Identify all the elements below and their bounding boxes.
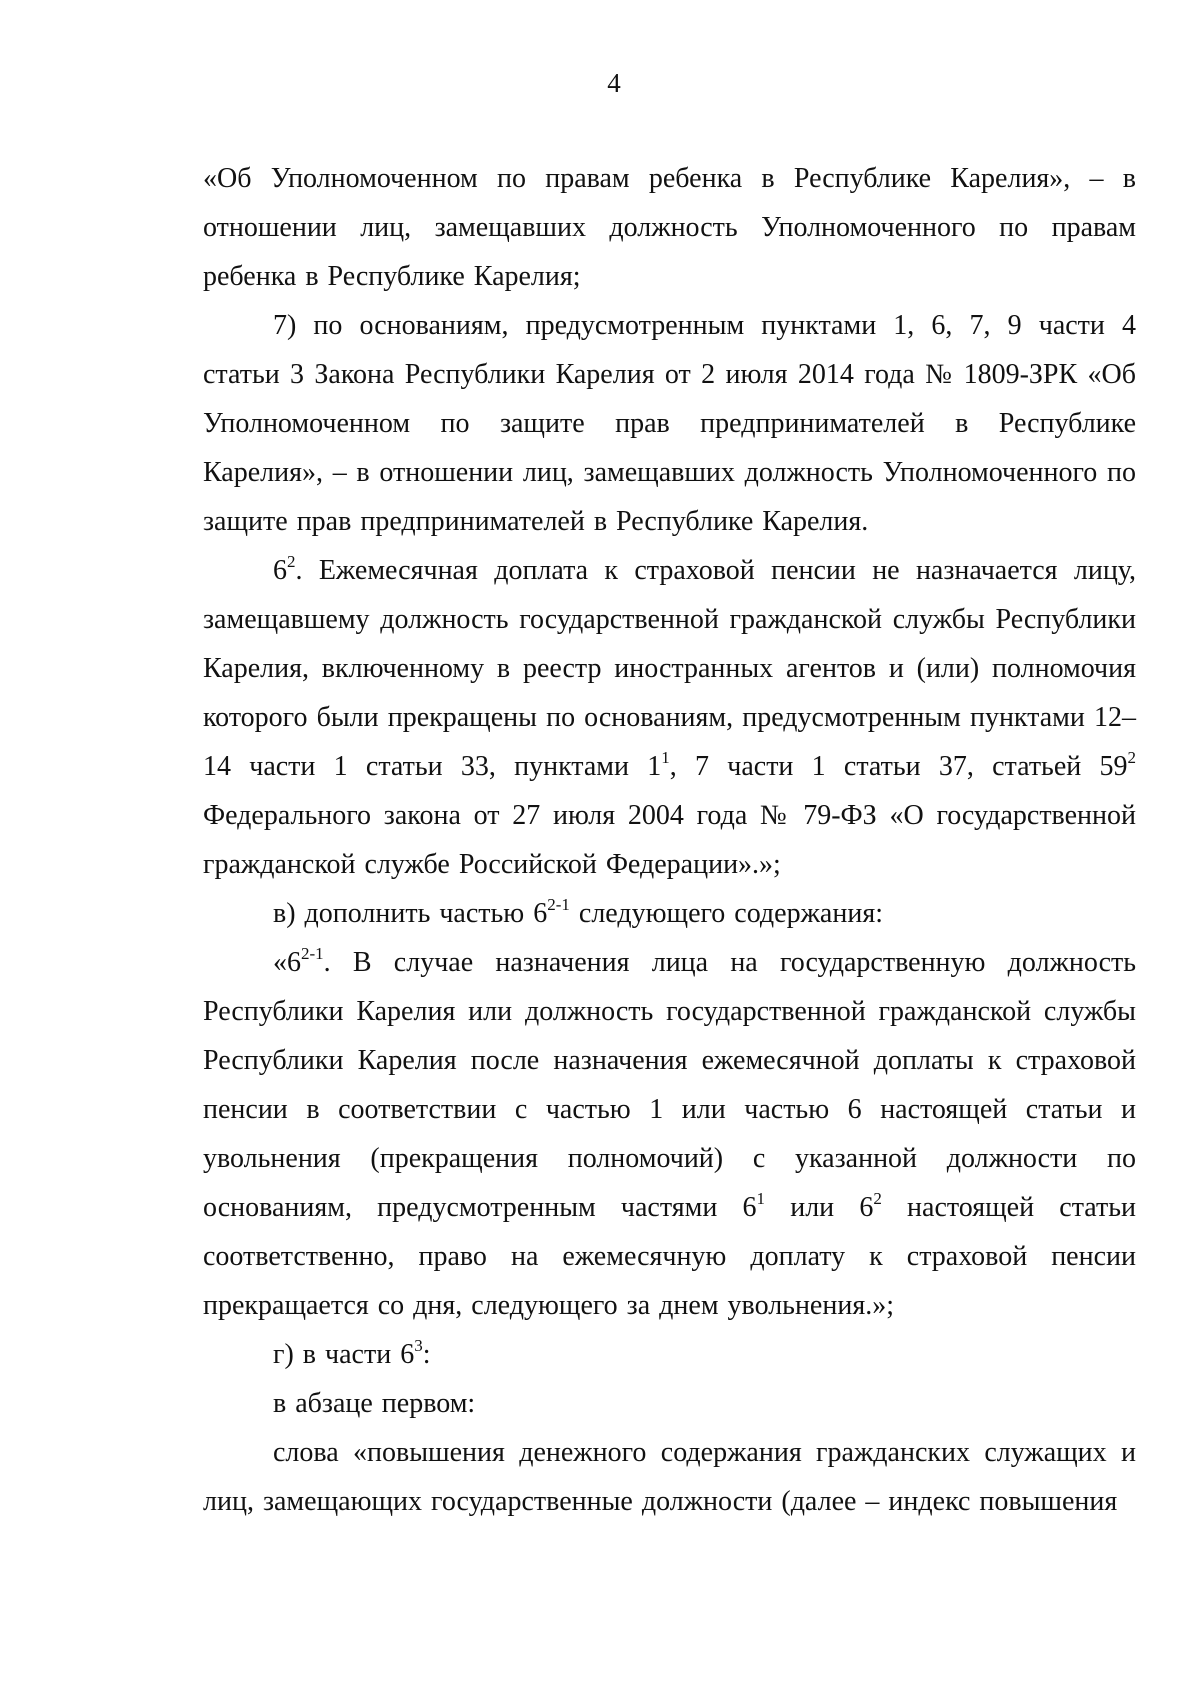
text-fragment: «6 (273, 947, 301, 978)
paragraph-item-v (203, 889, 1136, 938)
paragraph-part-6-2 (203, 546, 1136, 889)
paragraph-words-replacement: слова «повышения денежного содержания гражданских служащих и лиц, замещающих государственные должности (далее – индекс повышения (203, 1437, 1136, 1517)
superscript: 3 (414, 1336, 423, 1355)
page-number: 4 (607, 68, 621, 98)
text-fragment: настоящей статьи соответственно, право на ежемесячную доплату к страховой пенсии прекращается со дня, следующего за днем увольнения.»; (203, 1192, 1136, 1321)
superscript: 2-1 (547, 895, 570, 914)
superscript: 2 (287, 552, 296, 571)
superscript: 2 (1127, 748, 1136, 767)
text-fragment: : (422, 1339, 431, 1370)
text-fragment: следующего содержания: (569, 898, 883, 929)
superscript: 1 (756, 1189, 766, 1208)
paragraph-first-subparagraph: в абзаце первом: (273, 1388, 476, 1419)
paragraph-law-child-ombudsman-end: «Об Уполномоченном по правам ребенка в Республике Карелия», – в отношении лиц, замещавших должность Уполномоченного по правам ребенка в Республике Карелия; (203, 163, 1136, 292)
text-fragment: . В случае назначения лица на государственную должность Республики Карелия или должность государственной гражданской службы Республики Карелия после назначения ежемесячной доплаты к страховой пенсии в соответствии с частью 1 или частью 6 настоящей статьи и увольнения (прекращения полномочий) с указанной должности по основаниям, предусмотренным частями 6 (203, 947, 1136, 1223)
superscript: 1 (661, 748, 670, 767)
paragraph-item-g (203, 1330, 1136, 1379)
part-number: 6 (273, 555, 287, 586)
text-fragment: . Ежемесячная доплата к страховой пенсии не назначается лицу, замещавшему должность государственной гражданской службы Республики Карелия, включенному в реестр иностранных агентов и (или) полномочия которого были прекращены по основаниям, предусмотренным пунктами 12–14 части 1 статьи 33, пунктами 1 (203, 555, 1136, 782)
text-fragment: , 7 части 1 статьи 37, статьей 59 (669, 751, 1128, 782)
text-fragment: или 6 (765, 1192, 874, 1223)
text-fragment: в) дополнить частью 6 (273, 898, 548, 929)
paragraph-part-6-2-1 (203, 938, 1136, 1330)
superscript: 2 (873, 1189, 882, 1208)
paragraph-item-7: 7) по основаниям, предусмотренным пунктами 1, 6, 7, 9 части 4 статьи 3 Закона Республики Карелия от 2 июля 2014 года № 1809-ЗРК «Об Уполномоченном по защите прав предпринимателей в Республике Карелия», – в отношении лиц, замещавших должность Уполномоченного по защите прав предпринимателей в Республике Карелия. (203, 310, 1136, 537)
text-fragment: г) в части 6 (273, 1339, 415, 1370)
text-fragment: Федерального закона от 27 июля 2004 года № 79-ФЗ «О государственной гражданской службе Российской Федерации».»; (203, 800, 1136, 880)
document-body (203, 154, 1136, 1526)
superscript: 2-1 (301, 944, 324, 963)
